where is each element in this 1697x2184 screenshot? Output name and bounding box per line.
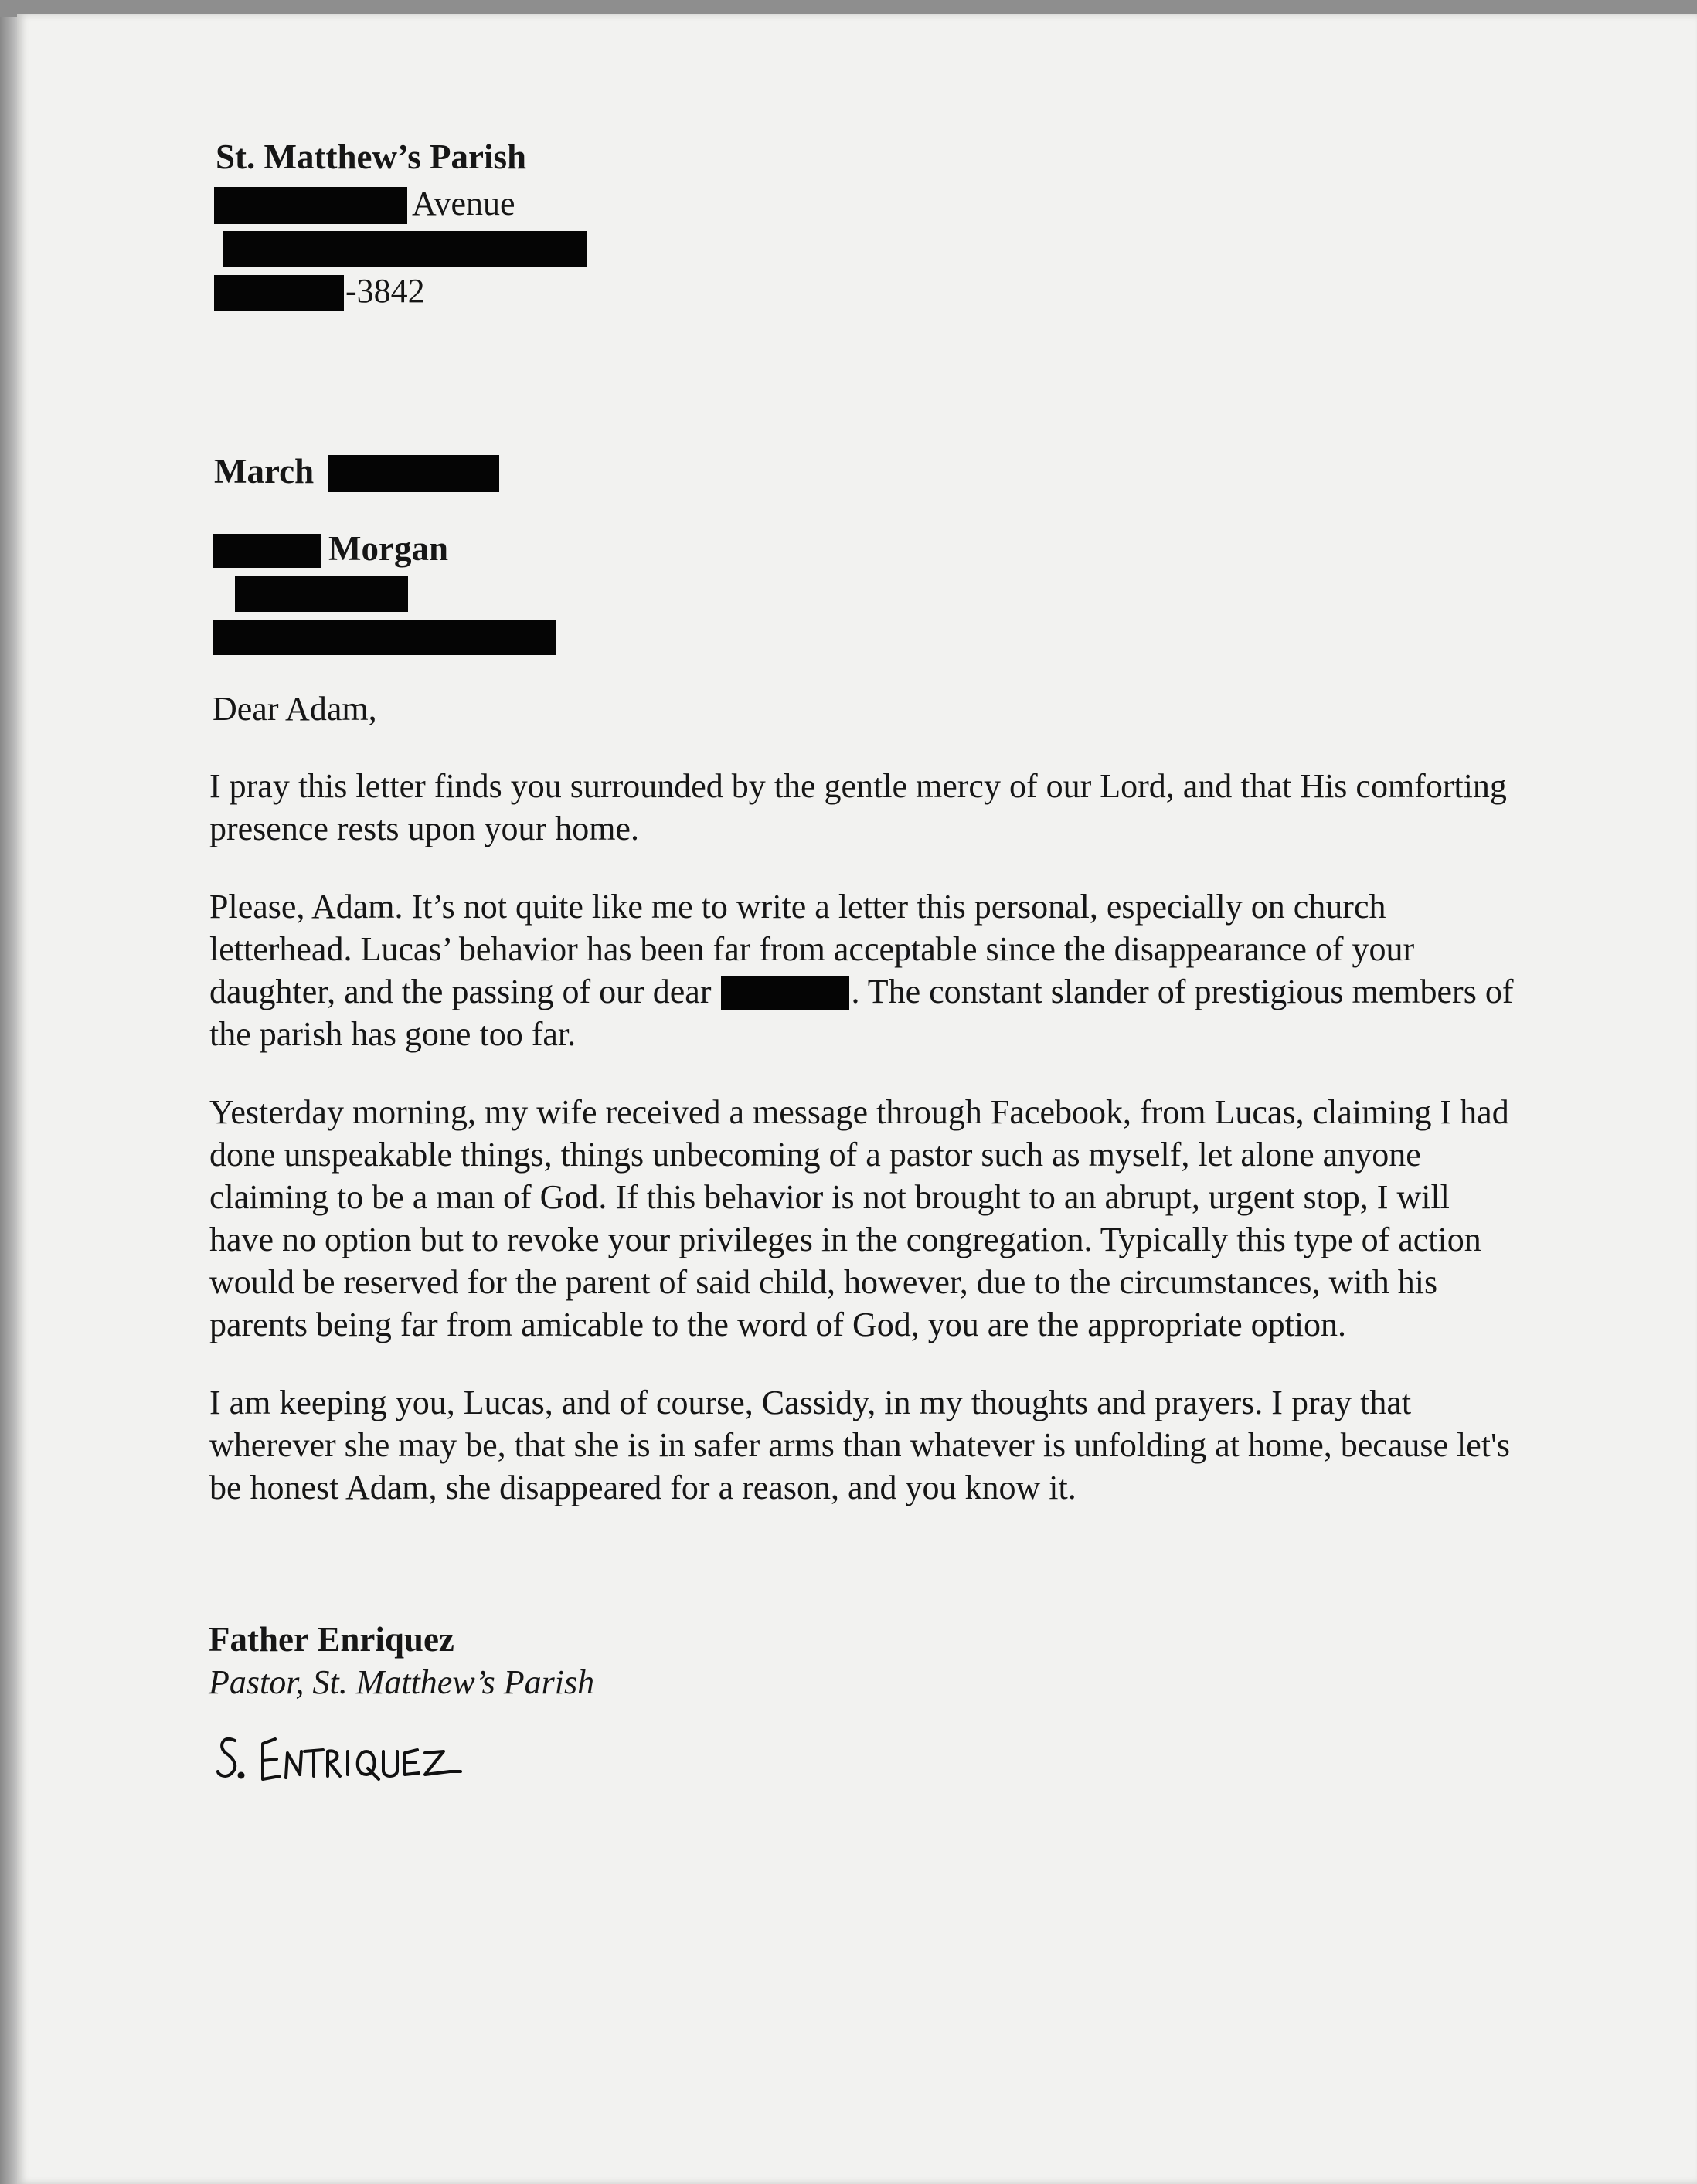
- sender-parish-name: St. Matthew’s Parish: [216, 138, 527, 176]
- redaction-bar-recipient-street: [235, 576, 408, 612]
- sender-street-line: [214, 182, 515, 226]
- sender-phone-line: [214, 270, 425, 312]
- signatory-title: Pastor, St. Matthew’s Parish: [209, 1663, 595, 1701]
- signatory-name: Father Enriquez: [209, 1620, 454, 1659]
- redaction-bar: [214, 275, 344, 311]
- salutation: Dear Adam,: [213, 690, 377, 728]
- handwritten-signature: [215, 1727, 508, 1796]
- recipient-name-line: [213, 528, 448, 570]
- letter-date: [214, 450, 499, 494]
- paragraph-4: I am keeping you, Lucas, and of course, Cassidy, in my thoughts and prayers. I pray that wherever she may be, that she is in safer arms than whatever is unfolding at home, because let's be honest Adam, she disappeared for a reason, and you know it.: [209, 1384, 1511, 1506]
- redaction-bar: [721, 976, 849, 1010]
- paragraph-1: I pray this letter finds you surrounded by the gentle mercy of our Lord, and that His comforting presence rests upon your home.: [209, 767, 1507, 847]
- paragraph-2-end: . The constant slander of prestigious members of the parish has gone too far.: [209, 973, 1514, 1053]
- redaction-bar: [214, 187, 407, 224]
- redaction-bar-city-line: [223, 231, 587, 267]
- paragraph-2: [209, 885, 1515, 1055]
- redaction-bar: [213, 534, 321, 568]
- paragraph-3: Yesterday morning, my wife received a message through Facebook, from Lucas, claiming I had done unspeakable things, things unbecoming of a pastor such as myself, let alone anyone claiming to be a man of God. If this behavior is not brought to an abrupt, urgent stop, I will have no option but to revoke your privileges in the congregation. Typically this type of action would be reserved for the parent of said child, however, due to the circumstances, with his parents being far from amicable to the word of God, you are the appropriate option.: [209, 1093, 1509, 1343]
- redaction-bar-recipient-city: [213, 620, 556, 655]
- letter-closing: [209, 1618, 594, 1703]
- letter-body: [209, 765, 1515, 1544]
- recipient-surname: Morgan: [328, 529, 448, 568]
- paragraph-2-start: Please, Adam. It’s not quite like me to write a letter this personal, especially on church letterhead. Lucas’ behavior has been far from acceptable since the disappearance of your daughter, and the passing of our dear: [209, 888, 1415, 1010]
- redaction-bar: [328, 455, 499, 492]
- phone-suffix: -3842: [345, 272, 425, 310]
- street-suffix: Avenue: [412, 185, 515, 222]
- date-month: March: [214, 452, 315, 491]
